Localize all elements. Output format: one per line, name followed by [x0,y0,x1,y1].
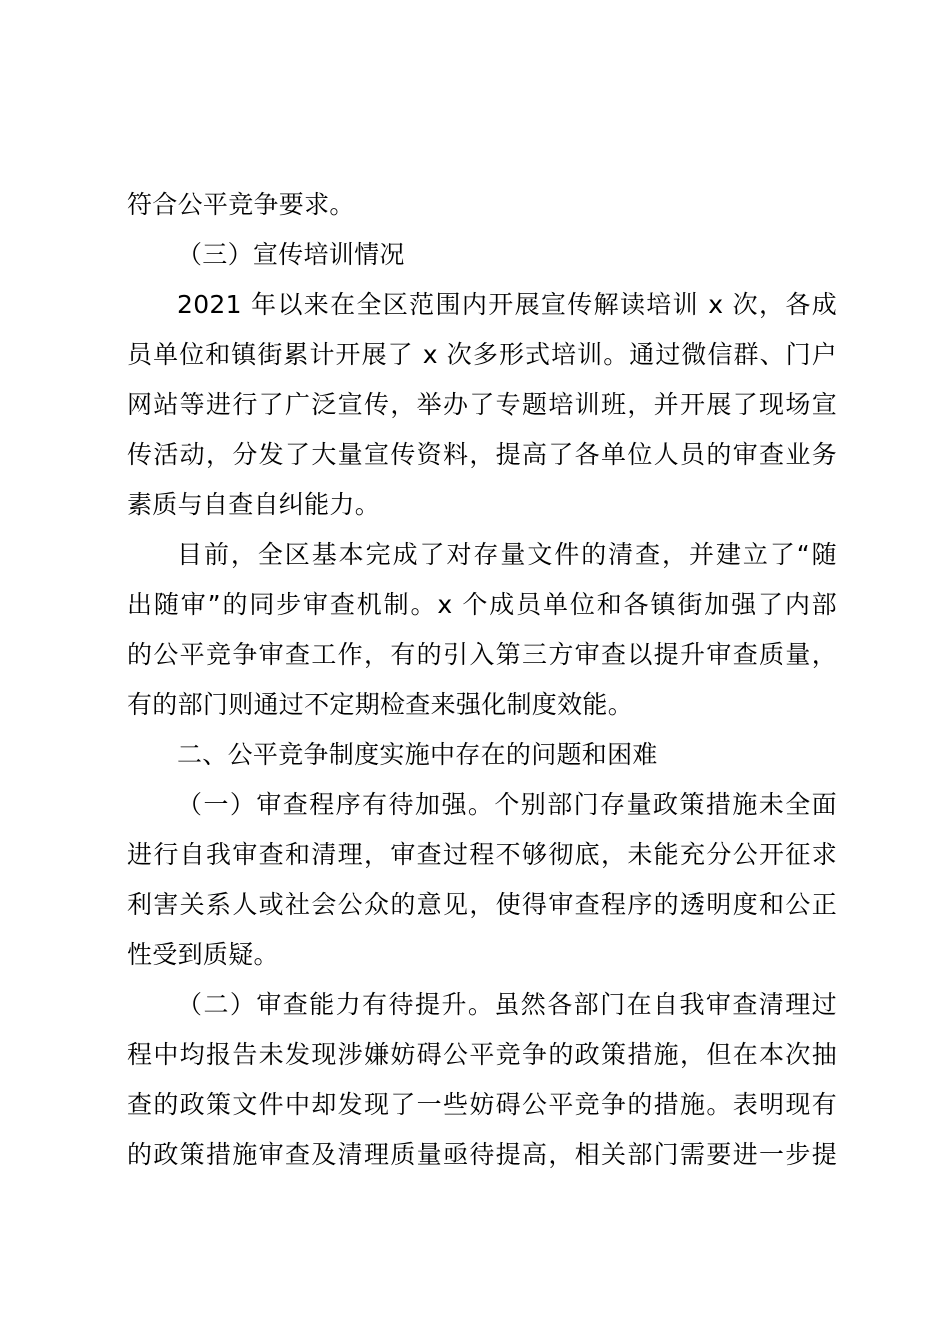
text-line: 有的部门则通过不定期检查来强化制度效能。 [127,690,634,719]
text-line: 进行自我审查和清理，审查过程不够彻底，未能充分公开征求 [127,840,837,869]
text-line: 网站等进行了广泛宣传，举办了专题培训班，并开展了现场宣 [127,390,837,419]
text-line: 二、公平竞争制度实施中存在的问题和困难 [177,740,658,769]
text-line: 的政策措施审查及清理质量亟待提高，相关部门需要进一步提 [127,1140,837,1169]
text-line: 符合公平竞争要求。 [127,190,355,219]
text-line: 员单位和镇街累计开展了 x 次多形式培训。通过微信群、门户 [127,340,837,369]
text-line: 利害关系人或社会公众的意见，使得审查程序的透明度和公正 [127,890,837,919]
document-body [127,180,837,1180]
text-line: （一）审查程序有待加强。个别部门存量政策措施未全面 [177,790,837,819]
text-line: 传活动，分发了大量宣传资料，提高了各单位人员的审查业务 [127,440,837,469]
text-line: （二）审查能力有待提升。虽然各部门在自我审查清理过 [177,990,837,1019]
text-line: （三）宣传培训情况 [177,240,405,269]
text-line: 出随审”的同步审查机制。x 个成员单位和各镇街加强了内部 [127,590,837,619]
text-line: 目前，全区基本完成了对存量文件的清查，并建立了“随 [177,540,837,569]
text-line: 素质与自查自纠能力。 [127,490,381,519]
text-line: 性受到质疑。 [127,940,279,969]
text-line: 程中均报告未发现涉嫌妨碍公平竞争的政策措施，但在本次抽 [127,1040,837,1069]
text-line: 的公平竞争审查工作，有的引入第三方审查以提升审查质量， [127,640,837,669]
text-line: 查的政策文件中却发现了一些妨碍公平竞争的措施。表明现有 [127,1090,837,1119]
text-line: 2021 年以来在全区范围内开展宣传解读培训 x 次，各成 [177,290,837,319]
